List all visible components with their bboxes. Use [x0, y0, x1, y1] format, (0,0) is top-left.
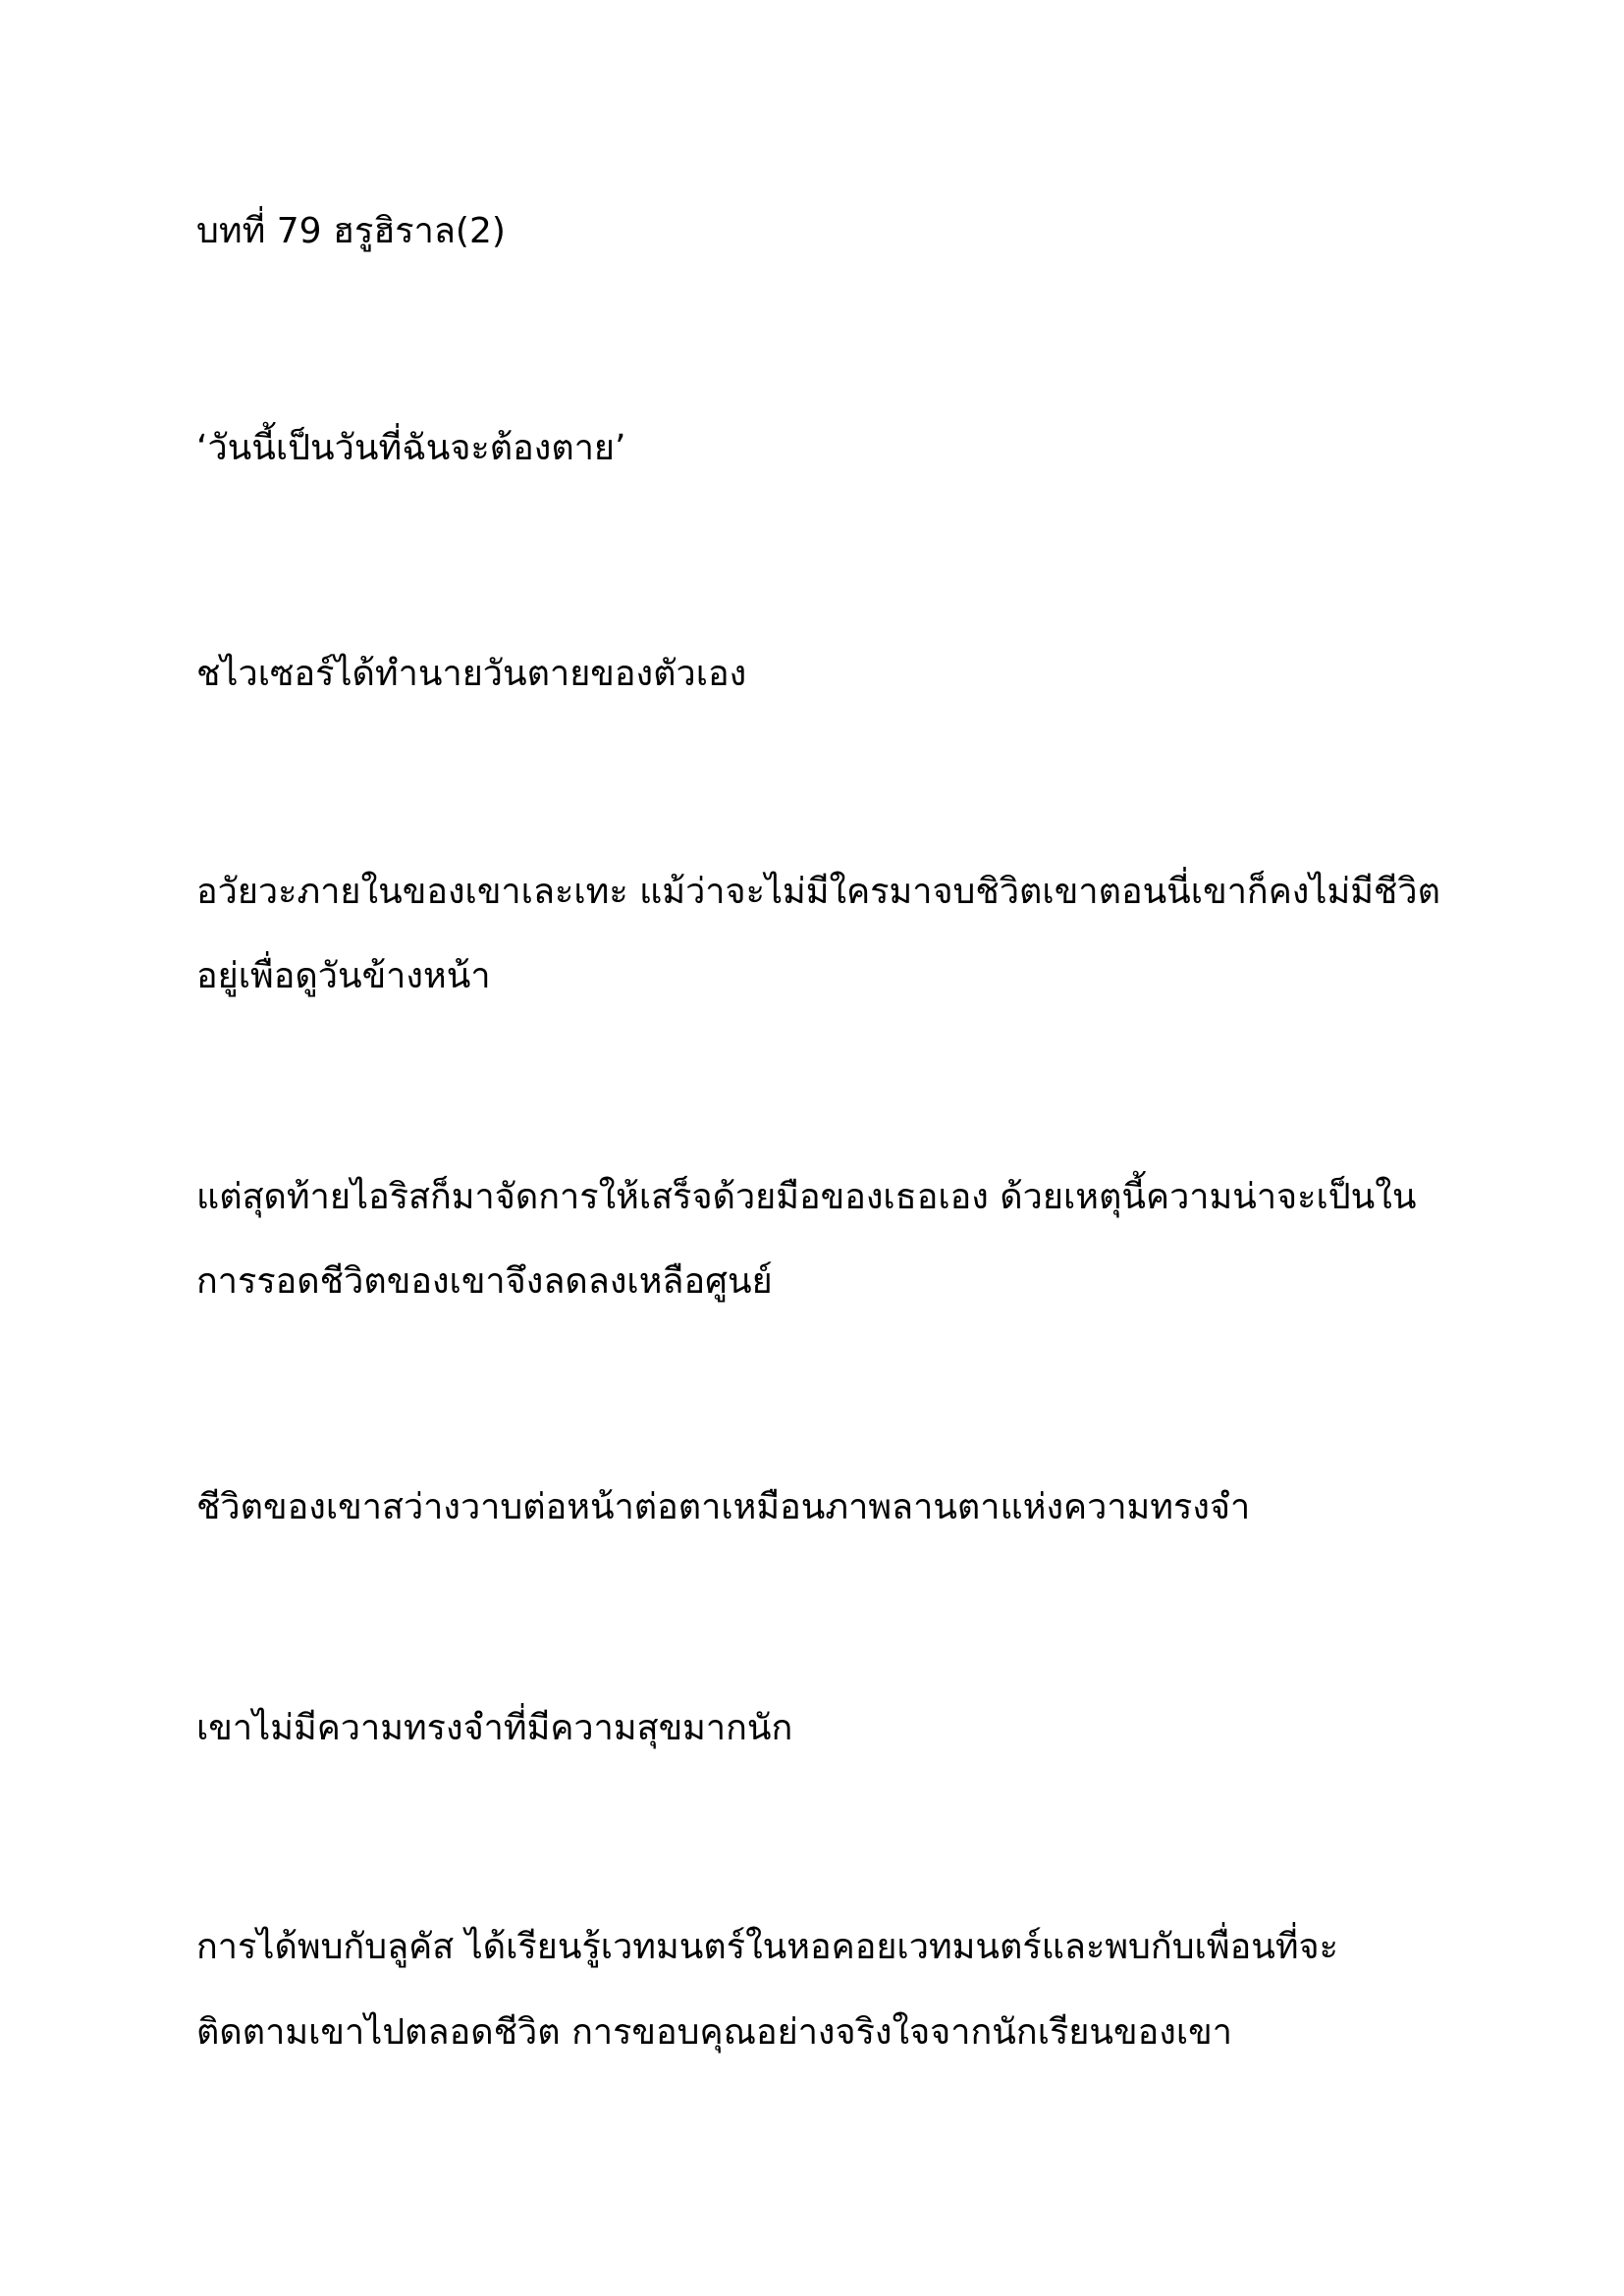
text-line: ‘วันนี้เป็นวันที่ฉันจะต้องตาย’	[196, 428, 626, 468]
text-line: ชไวเซอร์ได้ทำนายวันตายของตัวเอง	[196, 654, 747, 694]
text-line: เขาไม่มีความทรงจำที่มีความสุขมากนัก	[196, 1708, 793, 1748]
text-line: แต่สุดท้ายไอริสก็มาจัดการให้เสร็จด้วยมือของเธอเอง ด้วยเหตุนี้ความน่าจะเป็นใน	[196, 1177, 1417, 1217]
text-line: อยู่เพื่อดูวันข้างหน้า	[196, 956, 491, 996]
text-line: ติดตามเขาไปตลอดชีวิต การขอบคุณอย่างจริงใจจากนักเรียนของเขา	[196, 2012, 1232, 2053]
text-line: การรอดชีวิตของเขาจึงลดลงเหลือศูนย์	[196, 1261, 773, 1302]
text-line: ชีวิตของเขาสว่างวาบต่อหน้าต่อตาเหมือนภาพลานตาแห่งความทรงจำ	[196, 1487, 1251, 1527]
chapter-heading: บทที่ 79 ฮรูฮิราล(2)	[196, 211, 506, 251]
text-line: การได้พบกับลูคัส ได้เรียนรู้เวทมนตร์ในหอคอยเวทมนตร์และพบกับเพื่อนที่จะ	[196, 1927, 1338, 1967]
text-line: อวัยวะภายในของเขาเละเทะ แม้ว่าจะไม่มีใครมาจบชิวิตเขาตอนนี่เขาก็คงไม่มีชีวิต	[196, 872, 1440, 912]
